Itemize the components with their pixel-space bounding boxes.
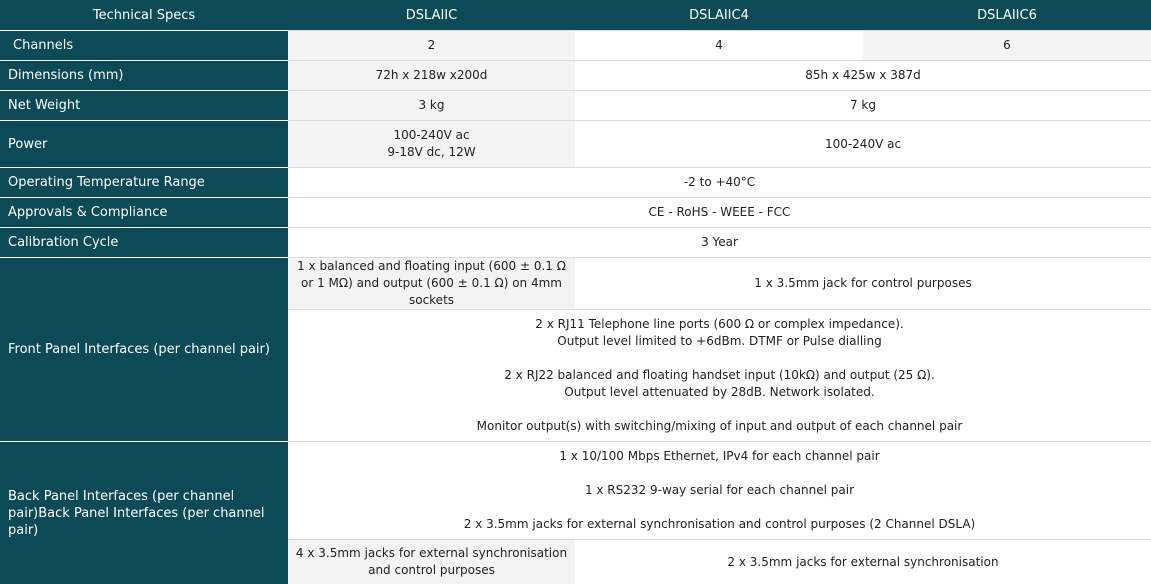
row-label-dimensions: Dimensions (mm)	[0, 61, 288, 91]
rj11-line-2: Output level limited to +6dBm. DTMF or Pulse dialling	[294, 333, 1145, 350]
paragraph-gap	[294, 499, 1145, 516]
row-label-calibration: Calibration Cycle	[0, 228, 288, 258]
table-row-front-panel	[0, 258, 1151, 310]
cell-power-dslaiic	[288, 121, 575, 168]
header-technical-specs: Technical Specs	[0, 0, 288, 31]
cell-temperature-all: -2 to +40°C	[288, 168, 1151, 198]
cell-dimensions-dslaiic: 72h x 218w x200d	[288, 61, 575, 91]
table-row-back-panel	[0, 442, 1151, 540]
row-label-net-weight: Net Weight	[0, 91, 288, 121]
ethernet-line: 1 x 10/100 Mbps Ethernet, IPv4 for each channel pair	[294, 448, 1145, 465]
rj22-line-2: Output level attenuated by 28dB. Network isolated.	[294, 384, 1145, 401]
rs232-line: 1 x RS232 9-way serial for each channel pair	[294, 482, 1145, 499]
cell-front-panel-all	[288, 310, 1151, 442]
cell-weight-dslaiic4-6: 7 kg	[575, 91, 1151, 121]
power-ac-line: 100-240V ac	[294, 127, 569, 144]
header-dslaiic: DSLAIIC	[288, 0, 575, 31]
sync-jacks-line: 2 x 3.5mm jacks for external synchronisation and control purposes (2 Channel DSLA)	[294, 516, 1145, 533]
table-row-power	[0, 121, 1151, 168]
cell-front-panel-dslaiic4-6: 1 x 3.5mm jack for control purposes	[575, 258, 1151, 310]
cell-channels-dslaiic4: 4	[575, 31, 863, 61]
cell-calibration-all: 3 Year	[288, 228, 1151, 258]
row-label-approvals: Approvals & Compliance	[0, 198, 288, 228]
row-label-power: Power	[0, 121, 288, 168]
cell-back-panel-dslaiic: 4 x 3.5mm jacks for external synchronisation and control purposes	[288, 540, 575, 584]
table-header-row	[0, 0, 1151, 31]
table-row-channels	[0, 31, 1151, 61]
cell-channels-dslaiic: 2	[288, 31, 575, 61]
paragraph-gap	[294, 465, 1145, 482]
monitor-output-line: Monitor output(s) with switching/mixing of input and output of each channel pair	[294, 418, 1145, 435]
rj22-line-1: 2 x RJ22 balanced and floating handset input (10kΩ) and output (25 Ω).	[294, 367, 1145, 384]
paragraph-gap	[294, 401, 1145, 418]
row-label-temperature: Operating Temperature Range	[0, 168, 288, 198]
row-label-front-panel: Front Panel Interfaces (per channel pair)	[0, 258, 288, 442]
header-dslaiic6: DSLAIIC6	[863, 0, 1151, 31]
table-row-dimensions	[0, 61, 1151, 91]
cell-back-panel-dslaiic4-6: 2 x 3.5mm jacks for external synchronisation	[575, 540, 1151, 584]
table-row-calibration	[0, 228, 1151, 258]
cell-back-panel-all	[288, 442, 1151, 540]
cell-channels-dslaiic6: 6	[863, 31, 1151, 61]
paragraph-gap	[294, 350, 1145, 367]
cell-dimensions-dslaiic4-6: 85h x 425w x 387d	[575, 61, 1151, 91]
rj11-line-1: 2 x RJ11 Telephone line ports (600 Ω or complex impedance).	[294, 316, 1145, 333]
header-dslaiic4: DSLAIIC4	[575, 0, 863, 31]
back-panel-label-text: Back Panel Interfaces (per channel pair)Back Panel Interfaces (per channel pair)	[8, 488, 280, 539]
table-row-temperature	[0, 168, 1151, 198]
row-label-back-panel	[0, 442, 288, 584]
power-dc-line: 9-18V dc, 12W	[294, 144, 569, 161]
cell-approvals-all: CE - RoHS - WEEE - FCC	[288, 198, 1151, 228]
cell-power-dslaiic4-6: 100-240V ac	[575, 121, 1151, 168]
table-row-approvals	[0, 198, 1151, 228]
table-row-net-weight	[0, 91, 1151, 121]
row-label-channels: Channels	[0, 31, 288, 61]
cell-weight-dslaiic: 3 kg	[288, 91, 575, 121]
cell-front-panel-dslaiic: 1 x balanced and floating input (600 ± 0.1 Ω or 1 MΩ) and output (600 ± 0.1 Ω) on 4mm sockets	[288, 258, 575, 310]
